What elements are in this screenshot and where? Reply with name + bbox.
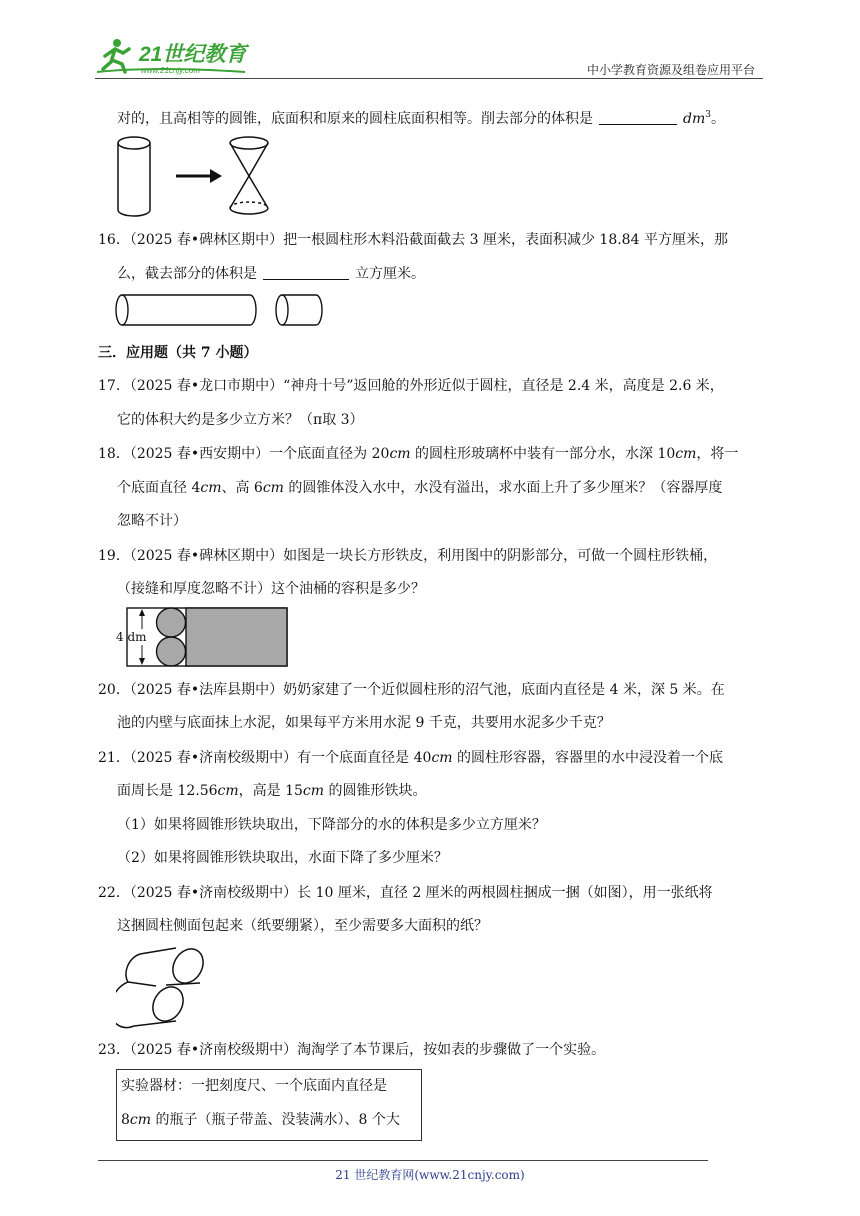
q21-unit-3: cm (302, 783, 325, 799)
q22-number: 22． (98, 885, 130, 901)
q15-answer-blank (599, 110, 677, 125)
q21-unit-2: cm (217, 783, 239, 799)
q22-text-1: （2025 春•济南校级期中）长 10 厘米，直径 2 厘米的两根圆柱捆成一捆（如图），用一张纸将 (129, 885, 713, 901)
q16-line2 (117, 264, 425, 284)
q16-log-figure (114, 292, 326, 328)
q22-line2: 这捆圆柱侧面包起来（纸要绷紧），至少需要多大面积的纸？ (117, 918, 488, 934)
q16-line1 (98, 230, 728, 250)
q19-line2: （接缝和厚度忽略不计）这个油桶的容积是多少？ (117, 581, 425, 597)
footer-divider (98, 1160, 708, 1161)
q15-tail-line (117, 105, 725, 129)
q18-text-1e: ，将一 (696, 446, 739, 462)
q17-line1 (98, 376, 724, 396)
q18-unit-2: cm (675, 446, 697, 462)
q21-text-2a: 面周长是 12.56 (117, 783, 218, 799)
q19-dimension-label: 4 dm (116, 630, 147, 644)
q17-number: 17． (98, 378, 130, 394)
q23-line1 (98, 1040, 605, 1060)
page-header (95, 34, 763, 80)
q21-sub2: （2）如果将圆锥形铁块取出，水面下降了多少厘米？ (117, 850, 448, 866)
svg-text:21世纪教育: 21世纪教育 (139, 43, 247, 66)
header-divider (95, 78, 763, 79)
q20-number: 20． (98, 682, 130, 698)
q20-line2: 池的内壁与底面抹上水泥，如果每平方米用水泥 9 千克，共要用水泥多少千克？ (117, 715, 611, 731)
q16-answer-blank (263, 265, 349, 280)
q21-sub1: （1）如果将圆锥形铁块取出，下降部分的水的体积是多少立方厘米？ (117, 817, 546, 833)
table-line-1: 实验器材：一把刻度尺、一个底面内直径是 (121, 1078, 387, 1094)
q23-number: 23． (98, 1042, 130, 1058)
q16-text-2a: 么，截去部分的体积是 (117, 266, 257, 282)
q15-cylinder-to-cones-figure (114, 132, 284, 218)
header-platform-text: 中小学教育资源及组卷应用平台 (586, 63, 755, 77)
q19-number: 19． (98, 548, 130, 564)
site-logo (95, 36, 265, 78)
q18-unit-4: cm (262, 480, 284, 496)
q16-number: 16． (98, 232, 130, 248)
q20-text-1: （2025 春•法库县期中）奶奶家建了一个近似圆柱形的沼气池，底面内直径是 4 米，深 5 米。在 (129, 682, 725, 698)
section-3-title: 三．应用题（共 7 小题） (98, 345, 258, 361)
q18-unit-3: cm (200, 480, 222, 496)
q18-text-1a: （2025 春•西安期中）一个底面直径为 20 (129, 446, 390, 462)
footer-text: 21 世纪教育网(www.21cnjy.com) (335, 1168, 525, 1182)
table-text-2a: 8 (121, 1112, 130, 1128)
table-text-2c: 的瓶子（瓶子带盖、没装满水）、8 个大 (151, 1112, 400, 1128)
q21-text-2e: 的圆锥形铁块。 (324, 783, 427, 799)
q17-line2: 它的体积大约是多少立方米？（π取 3） (117, 412, 364, 428)
q18-line2 (117, 478, 722, 498)
q18-text-2c: 、高 6 (221, 480, 263, 496)
q18-line3: 忽略不计） (117, 513, 187, 529)
q18-number: 18． (98, 446, 130, 462)
q22-line1 (98, 883, 713, 903)
q15-tail-text: 对的，且高相等的圆锥，底面积和原来的圆柱底面积相等。削去部分的体积是 (117, 111, 593, 127)
q17-text-1: （2025 春•龙口市期中）“神舟十号”返回舱的外形近似于圆柱，直径是 2.4 米，高度是 2.6 米， (129, 378, 724, 394)
q18-line1 (98, 444, 738, 464)
table-line-2 (121, 1110, 400, 1130)
q15-unit-sup: 3 (705, 110, 711, 120)
q16-text-1: （2025 春•碑林区期中）把一根圆柱形木料沿截面截去 3 厘米，表面积减少 18.84 平方厘米，那 (129, 232, 728, 248)
q21-text-1a: （2025 春•济南校级期中）有一个底面直径是 40 (129, 750, 432, 766)
q21-line1 (98, 748, 723, 768)
table-unit: cm (129, 1112, 152, 1128)
q21-unit-1: cm (431, 750, 453, 766)
q18-unit-1: cm (389, 446, 411, 462)
q15-unit: dm (683, 111, 706, 127)
svg-text:www.21cnjy.com: www.21cnjy.com (141, 66, 200, 75)
q20-line1 (98, 680, 725, 700)
q19-text-1: （2025 春•碑林区期中）如图是一块长方形铁皮，利用图中的阴影部分，可做一个圆柱形铁桶， (129, 548, 718, 564)
q22-bundled-cylinders-figure (116, 942, 210, 1032)
q23-text-1: （2025 春•济南校级期中）淘淘学了本节课后，按如表的步骤做了一个实验。 (129, 1042, 606, 1058)
q21-text-1c: 的圆柱形容器，容器里的水中浸没着一个底 (452, 750, 724, 766)
q18-text-2a: 个底面直径 4 (117, 480, 201, 496)
q15-end: 。 (710, 111, 725, 127)
q19-line1 (98, 546, 717, 566)
q18-text-1c: 的圆柱形玻璃杯中装有一部分水，水深 10 (410, 446, 676, 462)
experiment-table (116, 1069, 422, 1141)
q18-text-2e: 的圆锥体没入水中，水没有溢出，求水面上升了多少厘米？（容器厚度 (283, 480, 723, 496)
q16-text-2b: 立方厘米。 (355, 266, 425, 282)
q21-line2 (117, 781, 427, 801)
q21-number: 21． (98, 750, 130, 766)
q21-text-2c: ，高是 15 (238, 783, 303, 799)
